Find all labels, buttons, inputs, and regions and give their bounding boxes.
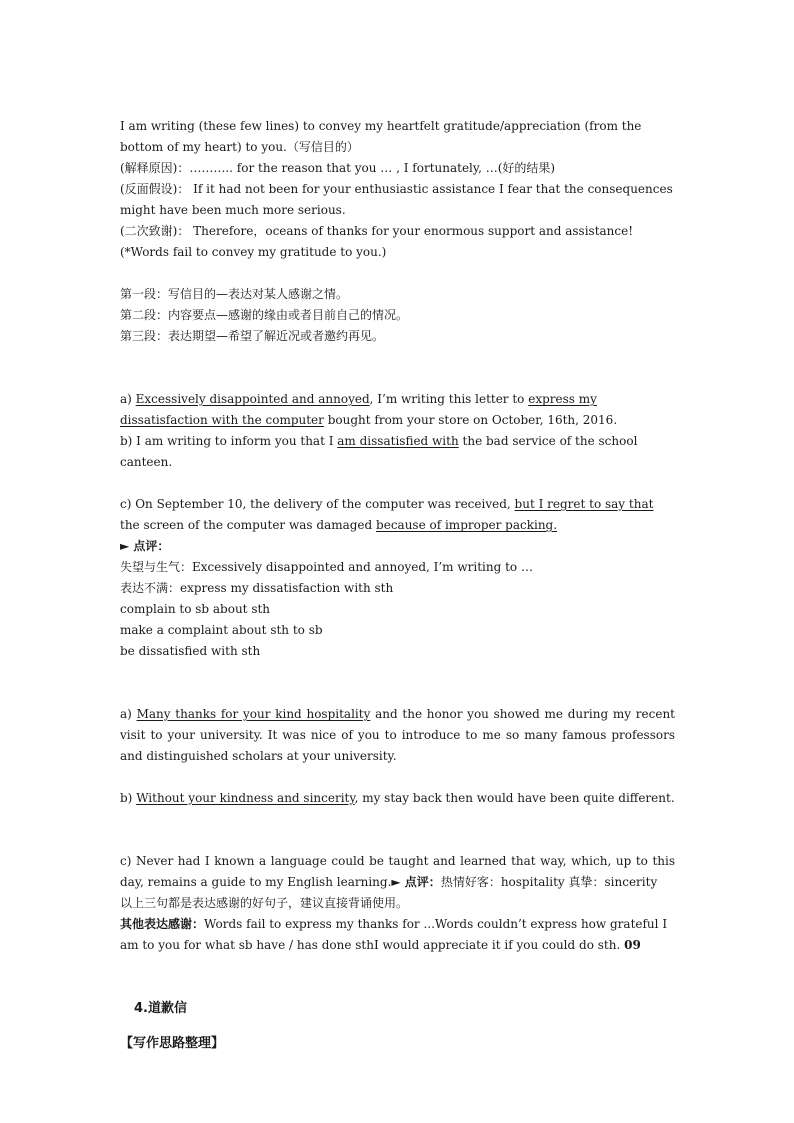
section-subheading-writing-ideas: 【写作思路整理】 (120, 1036, 225, 1051)
spacer (120, 662, 675, 704)
intro-line-reason: (解释原因)：……….. for the reason that you … , I fortunately, …(好的结果) (120, 161, 556, 175)
spacer (120, 263, 675, 284)
complaint-note-3: complain to sb about sth (120, 602, 271, 616)
complaint-example-a: a) Excessively disappointed and annoyed, I’m writing this letter to express my dissatisfaction with the computer bought from your store on October, 16th, 2016. (120, 392, 618, 427)
complaint-note-5: be dissatisfied with sth (120, 644, 261, 658)
complaint-note-1: 失望与生气：Excessively disappointed and annoyed, I’m writing to … (120, 560, 533, 574)
thanks-other-expressions: 其他表达感谢：Words fail to express my thanks for ...Words couldn’t express how grateful I am to you for what sb have / has done sthI would appreciate it if you could do sth. 09 (120, 917, 668, 952)
spacer (120, 347, 675, 389)
complaint-example-b: b) I am writing to inform you that I am dissatisfied with the bad service of the school canteen. (120, 434, 638, 469)
thanks-example-c: c) Never had I known a language could be taught and learned that way, which, up to this day, remains a guide to my English learning.► 点评：热情好客：hospitality 真挚：sincerity (120, 854, 675, 889)
spacer (120, 809, 675, 851)
thanks-example-a: a) Many thanks for your kind hospitality and the honor you showed me during my recent visit to your university. It was nice of you to introduce to me so many famous professors and distinguished scholars at your university. (120, 707, 675, 763)
spacer (120, 956, 675, 998)
paragraph-plan-3: 第三段：表达期望—希望了解近况或者邀约再见。 (120, 329, 385, 343)
complaint-note-4: make a complaint about sth to sb (120, 623, 323, 637)
page-number: 09 (624, 938, 641, 952)
intro-line-thanks-again: (二次致谢)： Therefore，oceans of thanks for your enormous support and assistance! (*Words fail to convey my gratitude to you.) (120, 224, 634, 259)
document-page (120, 116, 675, 1054)
thanks-example-b: b) Without your kindness and sincerity, my stay back then would have been quite different. (120, 791, 675, 805)
spacer (120, 1019, 675, 1033)
complaint-example-c: c) On September 10, the delivery of the computer was received, but I regret to say that the screen of the computer was damaged because of improper packing. (120, 497, 654, 532)
section-heading-apology-letter: 4.道歉信 (134, 1001, 187, 1016)
paragraph-plan-1: 第一段：写信目的—表达对某人感谢之情。 (120, 287, 349, 301)
intro-line-hypothesis: (反面假设)： If it had not been for your enthusiastic assistance I fear that the consequences might have been much more serious. (120, 182, 673, 217)
thanks-comment: 热情好客：hospitality 真挚：sincerity (440, 875, 658, 889)
complaint-note-2: 表达不满：express my dissatisfaction with sth (120, 581, 394, 595)
spacer (120, 473, 675, 494)
thanks-summary: 以上三句都是表达感谢的好句子，建议直接背诵使用。 (120, 896, 409, 910)
paragraph-plan-2: 第二段：内容要点—感谢的缘由或者目前自己的情况。 (120, 308, 409, 322)
intro-line-purpose: I am writing (these few lines) to convey my heartfelt gratitude/appreciation (from the bottom of my heart) to you.（写信目的） (120, 119, 642, 154)
complaint-comment-label: ► 点评： (120, 539, 170, 553)
thanks-comment-label: ► 点评： (391, 875, 441, 889)
spacer (120, 767, 675, 788)
